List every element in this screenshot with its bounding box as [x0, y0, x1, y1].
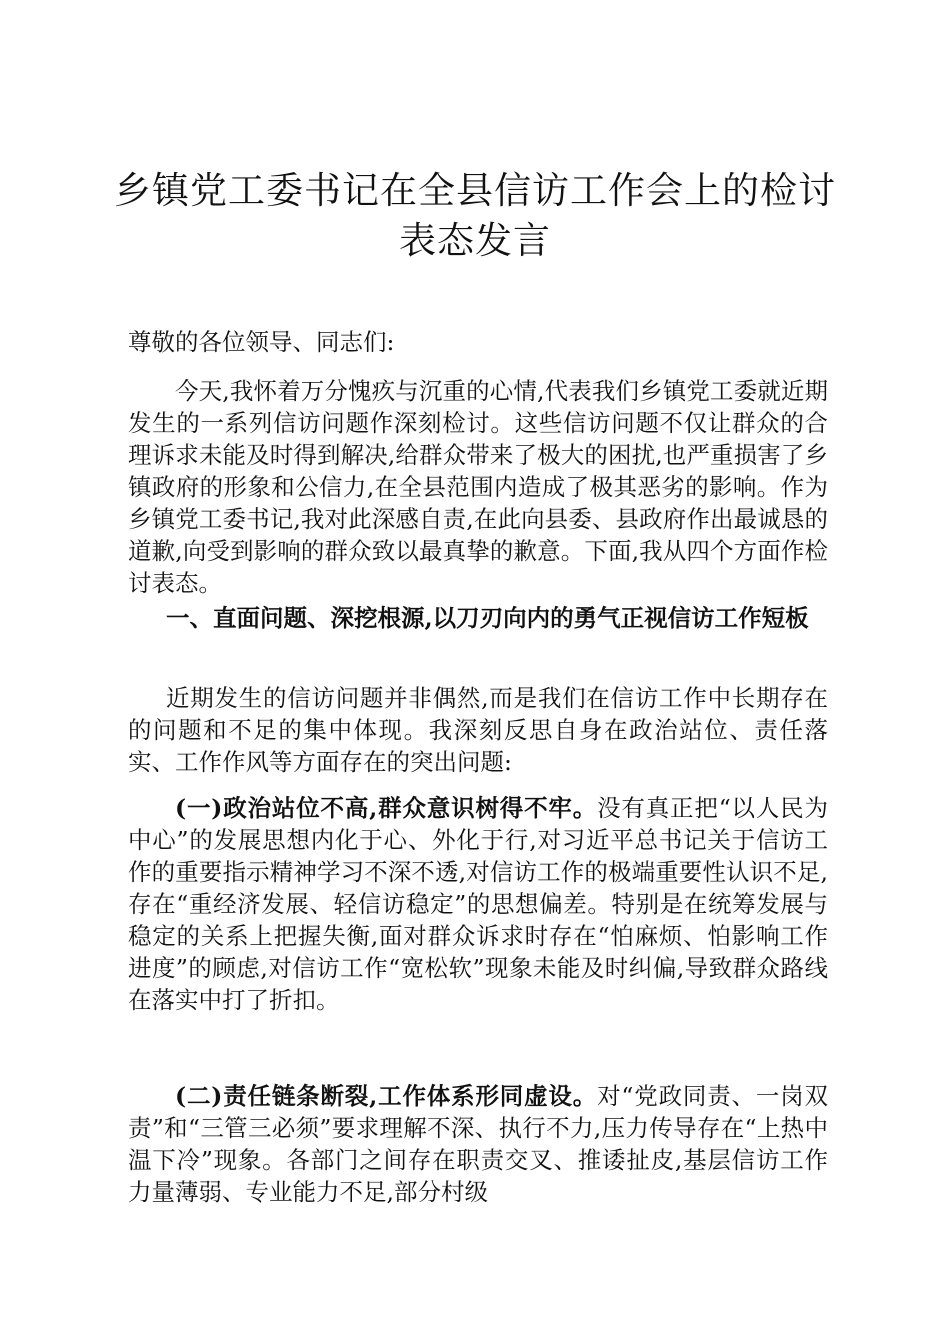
item-paragraph-1: [128, 792, 828, 1016]
section-heading-1: 一、直面问题、深挖根源,以刀刃向内的勇气正视信访工作短板: [166, 604, 809, 632]
item-heading-1: (一)政治站位不高,群众意识树得不牢。: [175, 794, 598, 822]
item-body-1: 没有真正把“以人民为中心”的发展思想内化于心、外化于行,对习近平总书记关于信访工作的重要指示精神学习不深不透,对信访工作的极端重要性认识不足,存在“重经济发展、轻信访稳定”的思想偏差。特别是在统筹发展与稳定的关系上把握失衡,面对群众诉求时存在“怕麻烦、怕影响工作进度”的顾虑,对信访工作“宽松软”现象未能及时纠偏,导致群众路线在落实中打了折扣。: [128, 794, 829, 1014]
document-title: 乡镇党工委书记在全县信访工作会上的检讨表态发言: [114, 169, 836, 262]
intro-paragraph: 今天,我怀着万分愧疚与沉重的心情,代表我们乡镇党工委就近期发生的一系列信访问题作深刻检讨。这些信访问题不仅让群众的合理诉求未能及时得到解决,给群众带来了极大的困扰,也严重损害了乡镇政府的形象和公信力,在全县范围内造成了极其恶劣的影响。作为乡镇党工委书记,我对此深感自责,在此向县委、县政府作出最诚恳的道歉,向受到影响的群众致以最真挚的歉意。下面,我从四个方面作检讨表态。: [128, 377, 828, 597]
salutation: 尊敬的各位领导、同志们:: [128, 328, 395, 356]
item-paragraph-2: [128, 1080, 828, 1208]
item-body-2: 对“党政同责、一岗双责”和“三管三必须”要求理解不深、执行不力,压力传导存在“上热中温下冷”现象。各部门之间存在职责交叉、推诿扯皮,基层信访工作力量薄弱、专业能力不足,部分村级: [128, 1082, 829, 1206]
section-intro-paragraph: 近期发生的信访问题并非偶然,而是我们在信访工作中长期存在的问题和不足的集中体现。我深刻反思自身在政治站位、责任落实、工作作风等方面存在的突出问题:: [128, 684, 828, 776]
item-heading-2: (二)责任链条断裂,工作体系形同虚设。: [175, 1082, 598, 1110]
